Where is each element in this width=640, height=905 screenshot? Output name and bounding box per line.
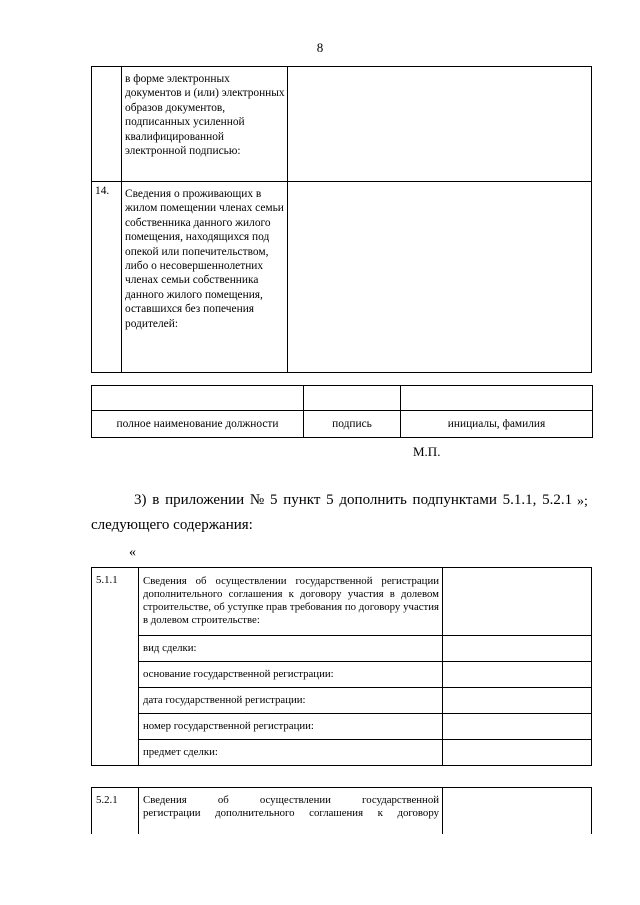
table-row xyxy=(92,740,592,766)
table-row xyxy=(92,688,592,714)
row-label: вид сделки: xyxy=(139,636,443,662)
row-label: номер государственной регистрации: xyxy=(139,714,443,740)
row-number: 5.2.1 xyxy=(92,788,139,835)
value-cell[interactable] xyxy=(288,67,592,182)
info-table-continued xyxy=(91,66,592,373)
opening-quote: « xyxy=(129,545,136,560)
signature-blank-row xyxy=(92,386,593,411)
row-label: в форме электронных документов и (или) электронных образов документов, подписанных усиленной квалифицированной электронной подписью: xyxy=(122,67,288,182)
row-number: 14. xyxy=(92,182,122,373)
row-number: 5.1.1 xyxy=(92,568,139,766)
name-caption: инициалы, фамилия xyxy=(401,411,593,438)
signature-caption: подпись xyxy=(304,411,401,438)
position-caption: полное наименование должности xyxy=(92,411,304,438)
row-number xyxy=(92,67,122,182)
name-field[interactable] xyxy=(401,386,593,411)
row-label xyxy=(139,788,443,835)
table-row xyxy=(92,67,592,182)
value-cell[interactable] xyxy=(443,568,592,636)
row-label: Сведения об осуществлении государственной регистрации дополнительного соглашения к договору участия в долевом строительстве, об уступке прав требования по договору участия в долевом строительстве: xyxy=(139,568,443,636)
signature-caption-row xyxy=(92,411,593,438)
value-cell[interactable] xyxy=(443,688,592,714)
row-label-line: Сведения об осуществлении государственной xyxy=(143,794,439,806)
table-row xyxy=(92,662,592,688)
signature-field[interactable] xyxy=(304,386,401,411)
table-row xyxy=(92,182,592,373)
table-row xyxy=(92,788,592,835)
value-cell[interactable] xyxy=(443,662,592,688)
value-cell[interactable] xyxy=(443,740,592,766)
row-label: предмет сделки: xyxy=(139,740,443,766)
closing-quote: »; xyxy=(577,494,588,509)
page-number: 8 xyxy=(316,40,324,55)
table-row xyxy=(92,714,592,740)
row-label: основание государственной регистрации: xyxy=(139,662,443,688)
signature-table xyxy=(91,385,593,438)
value-cell[interactable] xyxy=(443,714,592,740)
table-row xyxy=(92,636,592,662)
amendment-paragraph-continuation: следующего содержания: xyxy=(91,517,253,533)
value-cell[interactable] xyxy=(443,788,592,835)
table-row xyxy=(92,568,592,636)
amendment-paragraph: 3) в приложении № 5 пункт 5 дополнить подпунктами 5.1.1, 5.2.1 xyxy=(134,492,573,508)
table-5-2-1 xyxy=(91,787,592,834)
row-label-line: регистрации дополнительного соглашения к договору xyxy=(143,807,439,819)
value-cell[interactable] xyxy=(288,182,592,373)
table-5-1-1 xyxy=(91,567,592,766)
position-field[interactable] xyxy=(92,386,304,411)
row-label: дата государственной регистрации: xyxy=(139,688,443,714)
row-label: Сведения о проживающих в жилом помещении членах семьи собственника данного жилого помещения, находящихся под опекой или попечительством, либо о несовершеннолетних членах семьи собственника данного жилого помещения, оставшихся без попечения родителей: xyxy=(122,182,288,373)
stamp-label: М.П. xyxy=(413,444,441,459)
value-cell[interactable] xyxy=(443,636,592,662)
